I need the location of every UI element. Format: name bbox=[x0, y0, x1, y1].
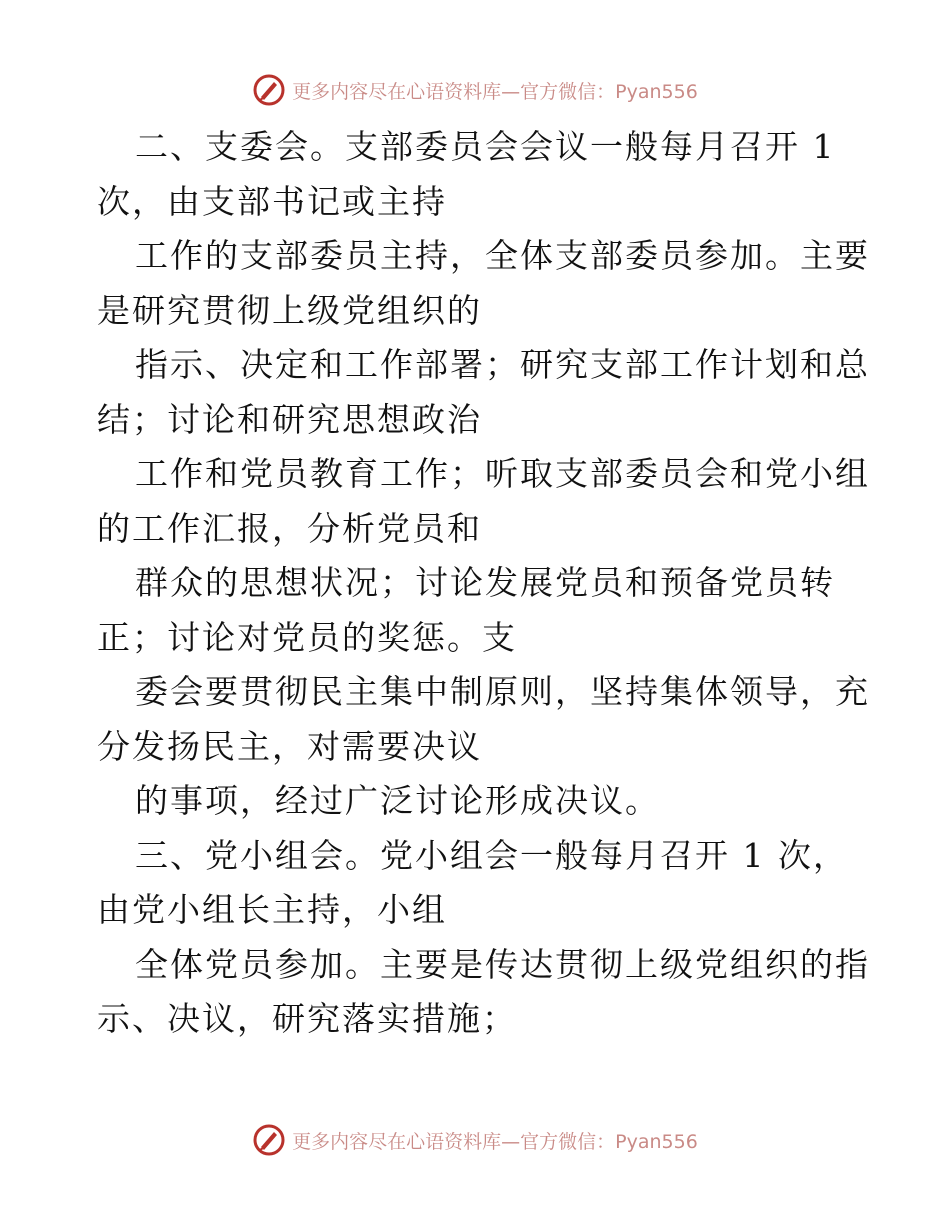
body-line: 由党小组长主持，小组 bbox=[97, 890, 447, 929]
document-body bbox=[97, 120, 870, 1047]
header-banner bbox=[0, 70, 950, 110]
footer-banner bbox=[0, 1120, 950, 1160]
header-banner-text: 更多内容尽在心语资料库—官方微信：Pyan556 bbox=[292, 80, 698, 103]
body-line: 结；讨论和研究思想政治 bbox=[97, 399, 482, 439]
body-line: 群众的思想状况；讨论发展党员和预备党员转 bbox=[135, 563, 835, 602]
body-line: 分发扬民主，对需要决议 bbox=[97, 726, 482, 766]
body-line: 全体党员参加。主要是传达贯彻上级党组织的指 bbox=[135, 944, 870, 984]
body-line: 的事项，经过广泛讨论形成决议。 bbox=[135, 781, 660, 820]
body-line: 二、支委会。支部委员会会议一般每月召开 1 bbox=[135, 127, 836, 166]
pen-swirl-logo-icon bbox=[252, 1123, 286, 1157]
body-line: 示、决议，研究落实措施； bbox=[97, 999, 517, 1038]
body-line: 工作的支部委员主持，全体支部委员参加。主要 bbox=[135, 236, 870, 275]
body-line: 委会要贯彻民主集中制原则，坚持集体领导，充 bbox=[135, 672, 870, 711]
body-line: 正；讨论对党员的奖惩。支 bbox=[97, 617, 517, 657]
body-line: 的工作汇报，分析党员和 bbox=[97, 508, 482, 548]
body-line: 次，由支部书记或主持 bbox=[97, 181, 447, 221]
footer-banner-text: 更多内容尽在心语资料库—官方微信：Pyan556 bbox=[292, 1130, 698, 1153]
body-line: 是研究贯彻上级党组织的 bbox=[97, 290, 482, 330]
body-line: 三、党小组会。党小组会一般每月召开 1 次， bbox=[135, 835, 848, 875]
body-line: 指示、决定和工作部署；研究支部工作计划和总 bbox=[135, 345, 870, 384]
pen-swirl-logo-icon bbox=[252, 73, 286, 107]
body-line: 工作和党员教育工作；听取支部委员会和党小组 bbox=[135, 454, 870, 493]
